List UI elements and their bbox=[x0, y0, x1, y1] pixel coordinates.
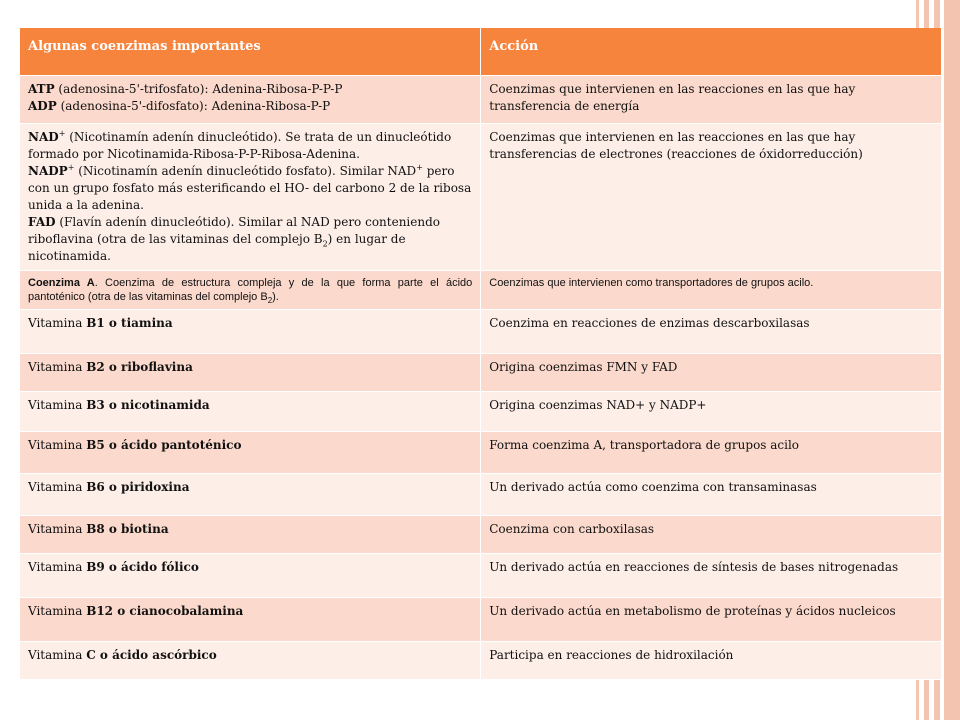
table-row bbox=[20, 124, 942, 271]
vitamin-cell bbox=[20, 392, 481, 432]
action-cell: Coenzimas que intervienen en las reacciones en las que hay transferencia de energía bbox=[481, 76, 942, 124]
action-cell: Coenzima en reacciones de enzimas descarboxilasas bbox=[481, 310, 942, 354]
action-cell: Un derivado actúa como coenzima con transaminasas bbox=[481, 474, 942, 516]
coenzyme-desc: pero con un grupo fosfato más esterificando el HO- del carbono 2 de la ribosa unida a la adenina. bbox=[28, 164, 472, 212]
vitamin-name: B6 o piridoxina bbox=[86, 480, 190, 494]
vitamin-name: C o ácido ascórbico bbox=[86, 648, 217, 662]
subscript: 2 bbox=[322, 239, 328, 249]
action-cell: Coenzimas que intervienen en las reacciones en las que hay transferencias de electrones (reacciones de óxidorreducción) bbox=[481, 124, 942, 271]
coenzyme-name: ADP bbox=[28, 99, 57, 113]
vitamin-prefix: Vitamina bbox=[28, 522, 87, 536]
table-row bbox=[20, 642, 942, 680]
coenzyme-desc: (adenosina-5'-trifosfato): Adenina-Ribosa-P-P-P bbox=[54, 82, 343, 96]
coenzyme-name: FAD bbox=[28, 215, 56, 229]
vitamin-name: B5 o ácido pantoténico bbox=[86, 438, 242, 452]
vitamin-cell bbox=[20, 310, 481, 354]
coenzyme-desc: ) en lugar de nicotinamida. bbox=[28, 232, 406, 263]
action-cell: Un derivado actúa en metabolismo de proteínas y ácidos nucleicos bbox=[481, 598, 942, 642]
vitamin-cell bbox=[20, 642, 481, 680]
coenzyme-name: NAD bbox=[28, 130, 59, 144]
vitamin-prefix: Vitamina bbox=[28, 360, 87, 374]
subscript: 2 bbox=[267, 296, 273, 306]
coenzyme-desc: (adenosina-5'-difosfato): Adenina-Ribosa-P-P bbox=[56, 99, 331, 113]
vitamin-prefix: Vitamina bbox=[28, 648, 87, 662]
vitamin-name: B8 o biotina bbox=[86, 522, 169, 536]
table-row bbox=[20, 432, 942, 474]
superscript: + bbox=[58, 129, 66, 138]
vitamin-name: B9 o ácido fólico bbox=[86, 560, 199, 574]
table-row bbox=[20, 392, 942, 432]
vitamin-cell bbox=[20, 554, 481, 598]
table-row bbox=[20, 310, 942, 354]
vitamin-prefix: Vitamina bbox=[28, 398, 87, 412]
table-header-row bbox=[20, 28, 942, 76]
coenzyme-desc: . Coenzima de estructura compleja y de la que forma parte el ácido pantoténico (otra de las vitaminas del complejo B bbox=[28, 277, 473, 303]
superscript: + bbox=[67, 163, 75, 172]
vitamin-name: B12 o cianocobalamina bbox=[86, 604, 244, 618]
table-row bbox=[20, 354, 942, 392]
vitamin-name: B2 o riboflavina bbox=[86, 360, 193, 374]
table-row bbox=[20, 554, 942, 598]
coenzyme-desc: (Nicotinamín adenín dinucleótido). Se trata de un dinucleótido formado por Nicotinamida-Ribosa-P-P-Ribosa-Adenina. bbox=[28, 130, 452, 161]
action-cell: Coenzimas que intervienen como transportadores de grupos acilo. bbox=[481, 271, 942, 310]
vitamin-cell bbox=[20, 598, 481, 642]
stripe bbox=[944, 0, 960, 720]
vitamin-prefix: Vitamina bbox=[28, 480, 87, 494]
vitamin-name: B3 o nicotinamida bbox=[86, 398, 210, 412]
table-row bbox=[20, 271, 942, 310]
coenzyme-cell bbox=[20, 76, 481, 124]
vitamin-cell bbox=[20, 354, 481, 392]
coenzyme-name: NADP bbox=[28, 164, 68, 178]
vitamin-prefix: Vitamina bbox=[28, 604, 87, 618]
action-cell: Origina coenzimas NAD+ y NADP+ bbox=[481, 392, 942, 432]
vitamin-cell bbox=[20, 474, 481, 516]
action-cell: Forma coenzima A, transportadora de grupos acilo bbox=[481, 432, 942, 474]
coenzyme-desc: ). bbox=[272, 291, 279, 303]
coenzyme-name: ATP bbox=[28, 82, 55, 96]
vitamin-cell bbox=[20, 432, 481, 474]
vitamin-cell bbox=[20, 516, 481, 554]
coenzyme-cell bbox=[20, 124, 481, 271]
table-row bbox=[20, 76, 942, 124]
coenzyme-name: Coenzima A bbox=[28, 277, 95, 289]
header-coenzymes: Algunas coenzimas importantes bbox=[20, 28, 481, 76]
coenzyme-desc: (Flavín adenín dinucleótido). Similar al NAD pero conteniendo riboflavina (otra de las vitaminas del complejo B bbox=[28, 215, 440, 246]
table-row bbox=[20, 598, 942, 642]
vitamin-name: B1 o tiamina bbox=[86, 316, 173, 330]
action-cell: Participa en reacciones de hidroxilación bbox=[481, 642, 942, 680]
table-row bbox=[20, 474, 942, 516]
vitamin-prefix: Vitamina bbox=[28, 438, 87, 452]
coenzyme-cell bbox=[20, 271, 481, 310]
coenzyme-desc: (Nicotinamín adenín dinucleótido fosfato). Similar NAD bbox=[74, 164, 417, 178]
vitamin-prefix: Vitamina bbox=[28, 316, 87, 330]
header-action: Acción bbox=[481, 28, 942, 76]
action-cell: Origina coenzimas FMN y FAD bbox=[481, 354, 942, 392]
vitamin-prefix: Vitamina bbox=[28, 560, 87, 574]
action-cell: Coenzima con carboxilasas bbox=[481, 516, 942, 554]
action-cell: Un derivado actúa en reacciones de síntesis de bases nitrogenadas bbox=[481, 554, 942, 598]
table-row bbox=[20, 516, 942, 554]
superscript: + bbox=[416, 163, 423, 172]
coenzymes-table bbox=[20, 28, 942, 680]
